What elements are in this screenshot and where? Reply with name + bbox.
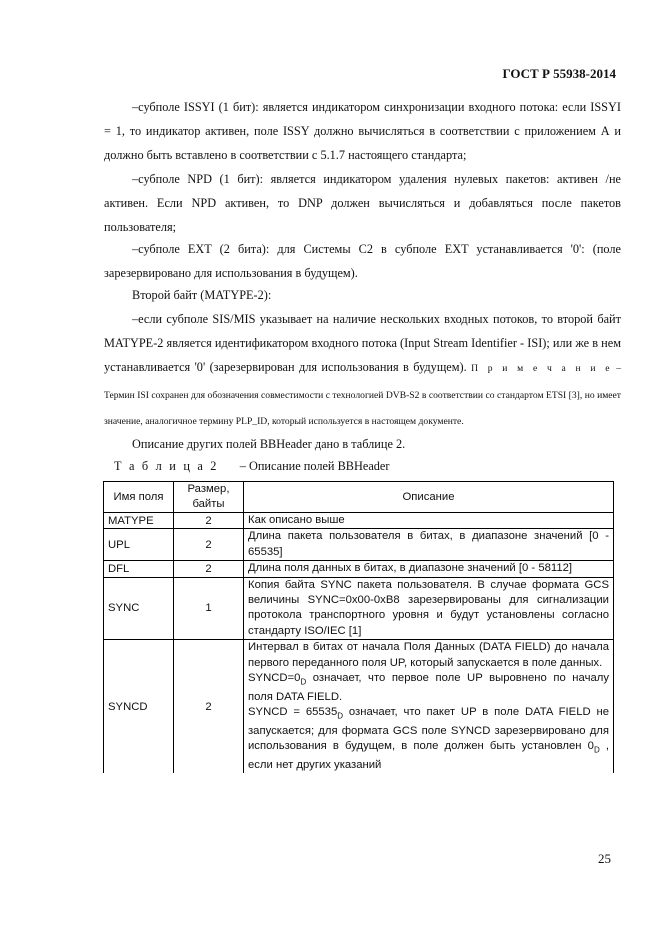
table-row <box>104 640 614 774</box>
paragraph-ext: –субполе EXT (2 бита): для Системы С2 в субполе EXT устанавливается '0': (поле зарезервировано для использования в будущем). <box>104 242 621 281</box>
note-text: – Термин ISI сохранен для обозначения совместимости с технологией DVB-S2 в соответствии со стандартом ETSI [3], но имеет значение, аналогичное термину PLP_ID, который используется в настоящем документе. <box>104 363 621 427</box>
header-size: Размер, байты <box>174 482 244 513</box>
syncd-max-text: означает, что пакет UP в поле DATA FIELD не запускается; для формата GCS поле SYNCD зарезервировано для использования в будущем, в поле должен быть установлен 0 <box>248 706 609 753</box>
paragraph-issyi: –субполе ISSYI (1 бит): является индикатором синхронизации входного потока: если ISSYI = 1, то индикатор активен, поле ISSY должно вычисляться в соответствии с приложением А и должно быть вставлено в соответствии с 5.1.7 настоящего стандарта; <box>104 100 621 163</box>
subscript-d: D <box>337 711 344 721</box>
syncd-desc-part2 <box>248 671 609 705</box>
table-row <box>104 577 614 640</box>
field-size: 2 <box>174 561 244 577</box>
field-description: Длина поля данных в битах, в диапазоне значений [0 - 58112] <box>244 561 614 577</box>
syncd-max-tail: , если нет других указаний <box>248 740 609 771</box>
sis-mis-text: –если субполе SIS/MIS указывает на наличие нескольких входных потоков, то второй байт MATYPE-2 является идентификатором входного потока (Input Stream Identifier - ISI); или же в нем устанавливается '0' (зарезервирован для использования в будущем). <box>104 312 621 375</box>
syncd-zero: SYNCD=0 <box>248 672 301 685</box>
table-caption <box>114 459 389 474</box>
header-field-name: Имя поля <box>104 482 174 513</box>
field-size: 2 <box>174 640 244 774</box>
paragraph-second-byte: Второй байт (MATYPE-2): <box>132 288 272 302</box>
field-name: MATYPE <box>104 513 174 529</box>
syncd-max: SYNCD = 65535 <box>248 706 338 719</box>
table-row <box>104 513 614 529</box>
note-label: П р и м е ч а н и е <box>471 363 613 375</box>
field-description: Как описано выше <box>244 513 614 529</box>
field-name: SYNCD <box>104 640 174 774</box>
syncd-desc-part1: Интервал в битах от начала Поля Данных (DATA FIELD) до начала первого переданного поля UP, который запускается в поле данных. <box>248 641 609 669</box>
table-caption-title: – Описание полей BBHeader <box>239 459 390 473</box>
page-number: 25 <box>598 851 611 866</box>
syncd-zero-text: означает, что первое поле UP выровнено по началу поля DATA FIELD. <box>248 672 609 703</box>
subscript-d: D <box>593 745 600 755</box>
field-name: UPL <box>104 529 174 561</box>
header-description: Описание <box>244 482 614 513</box>
table-row <box>104 529 614 561</box>
field-size: 2 <box>174 529 244 561</box>
paragraph-other-fields: Описание других полей BBHeader дано в таблице 2. <box>132 437 406 451</box>
field-name: DFL <box>104 561 174 577</box>
paragraph-sis-mis <box>104 307 621 434</box>
table-row <box>104 561 614 577</box>
field-description: Копия байта SYNC пакета пользователя. В случае формата GCS величины SYNC=0x00-0xB8 зарезервированы для сигнализации протокола транспортного уровня и будут установлены согласно стандарту ISO/IEC [1] <box>244 577 614 640</box>
table-header-row <box>104 482 614 513</box>
field-size: 2 <box>174 513 244 529</box>
field-description: Длина пакета пользователя в битах, в диапазоне значений [0 - 65535] <box>244 529 614 561</box>
paragraph-npd: –субполе NPD (1 бит): является индикатором удаления нулевых пакетов: активен /не активен. Если NPD активен, то DNP должен вычисляться и добавляться после пакетов пользователя; <box>104 172 621 235</box>
syncd-desc-part3 <box>248 705 609 773</box>
field-name: SYNC <box>104 577 174 640</box>
field-size: 1 <box>174 577 244 640</box>
bbheader-fields-table <box>103 481 614 773</box>
document-standard-header: ГОСТ Р 55938-2014 <box>502 66 616 81</box>
field-description <box>244 640 614 774</box>
table-caption-label: Т а б л и ц а 2 <box>114 459 219 473</box>
subscript-d: D <box>300 677 307 687</box>
